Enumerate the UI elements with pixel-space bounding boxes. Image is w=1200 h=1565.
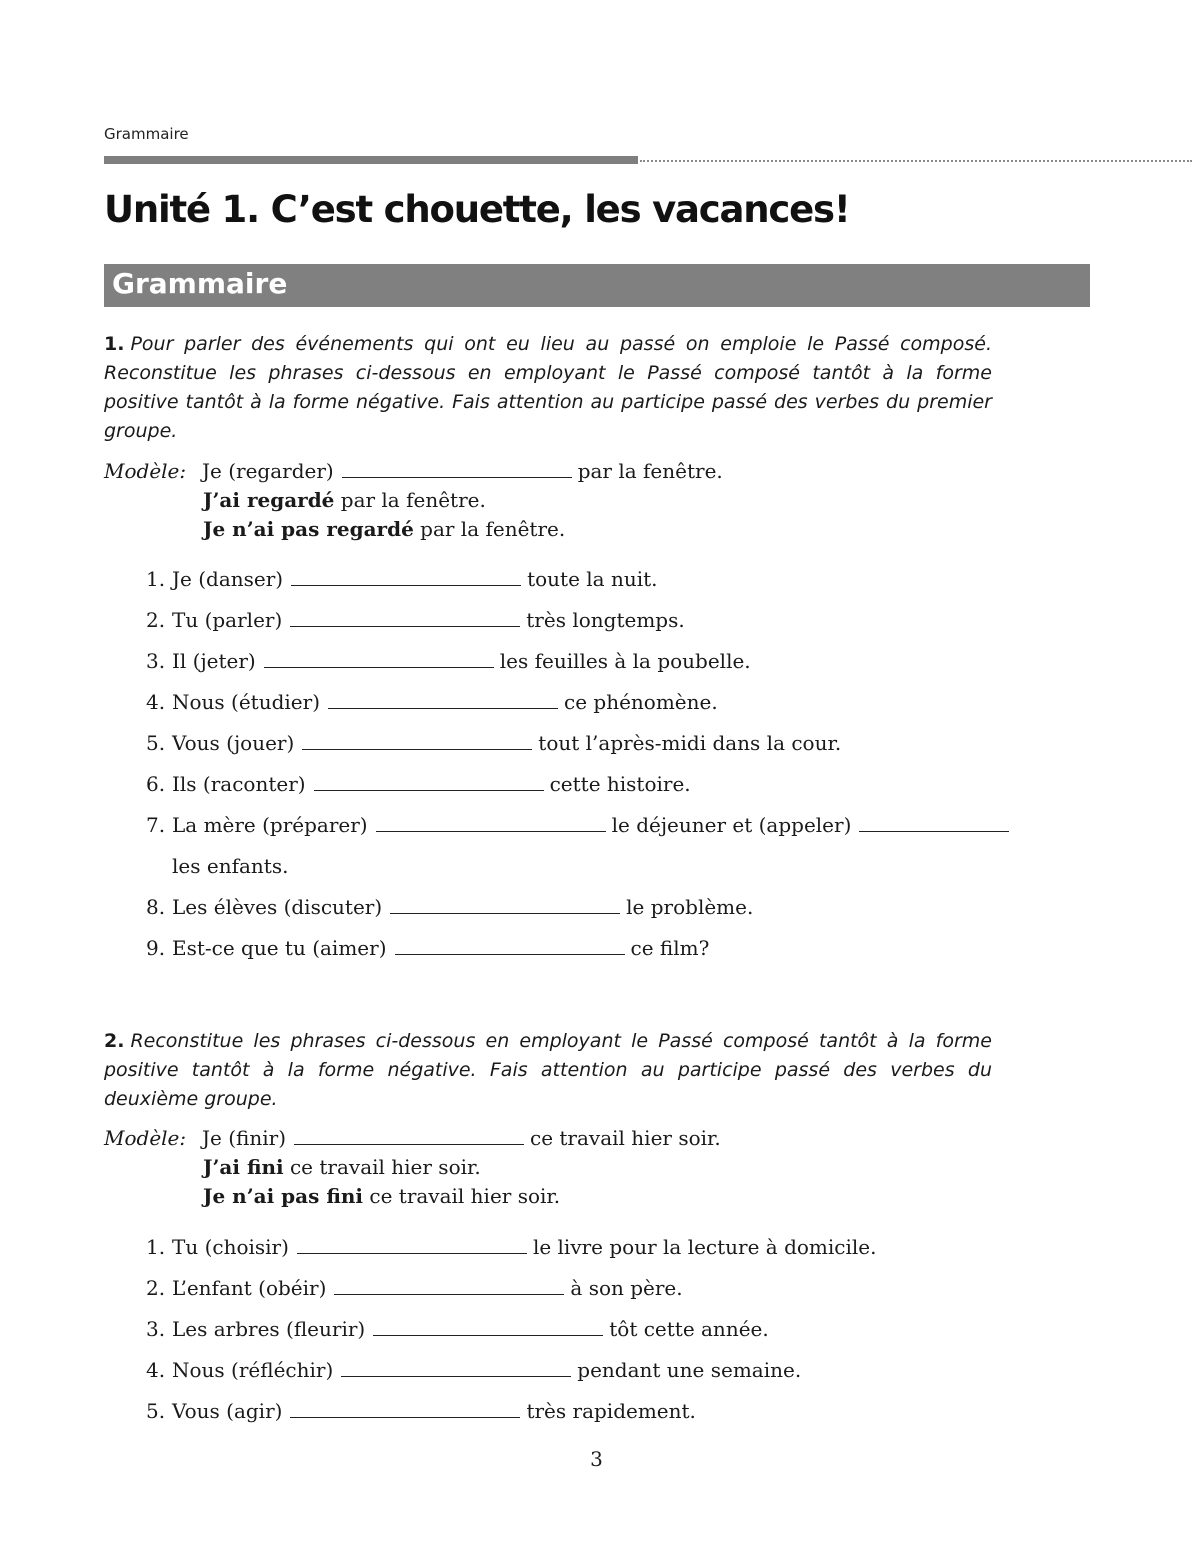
item-prompt-end: pendant une semaine.	[577, 1358, 802, 1382]
list-item	[146, 1358, 876, 1399]
answer-blank[interactable]	[297, 1252, 527, 1254]
model-label: Modèle:	[104, 459, 187, 483]
item-prompt-end: cette histoire.	[549, 772, 691, 796]
model-prompt-end: par la fenêtre.	[577, 459, 723, 483]
answer-blank[interactable]	[376, 830, 606, 832]
list-item	[146, 772, 1015, 813]
section-bar	[104, 264, 1090, 307]
exercise-2-model	[104, 1124, 721, 1211]
item-prompt: L’enfant (obéir)	[172, 1276, 327, 1300]
model-answer-negative-rest: par la fenêtre.	[420, 517, 566, 541]
item-prompt: La mère (préparer)	[172, 813, 368, 837]
item-prompt-end: très rapidement.	[526, 1399, 696, 1423]
answer-blank[interactable]	[291, 584, 521, 586]
item-prompt-end: toute la nuit.	[527, 567, 658, 591]
item-prompt: Je (danser)	[172, 567, 284, 591]
item-prompt-end: le livre pour la lecture à domicile.	[532, 1235, 877, 1259]
item-prompt: Il (jeter)	[172, 649, 256, 673]
answer-blank[interactable]	[302, 748, 532, 750]
exercise-1-instruction-text: Pour parler des événements qui ont eu lieu au passé on emploie le Passé composé. Reconstitue les phrases ci-dessous en employant le Passé composé tantôt à la forme positive tantôt à la forme négative. Fais attention au participe passé des verbes du premier groupe.	[104, 333, 992, 442]
item-prompt-end: tôt cette année.	[609, 1317, 769, 1341]
answer-blank	[294, 1143, 524, 1145]
header-dotted-rule	[640, 160, 1192, 162]
item-prompt-end: tout l’après-midi dans la cour.	[538, 731, 842, 755]
item-number: 1.	[146, 1235, 166, 1259]
item-prompt: Les arbres (fleurir)	[172, 1317, 366, 1341]
answer-blank[interactable]	[390, 912, 620, 914]
item-number: 3.	[146, 1317, 166, 1341]
item-number: 5.	[146, 731, 166, 755]
item-prompt-end: à son père.	[570, 1276, 683, 1300]
exercise-1-instruction	[104, 330, 992, 446]
list-item	[146, 608, 1015, 649]
answer-blank	[342, 476, 572, 478]
exercise-1-items	[146, 567, 1015, 977]
item-number: 8.	[146, 895, 166, 919]
item-prompt: Est-ce que tu (aimer)	[172, 936, 387, 960]
section-title: Grammaire	[112, 267, 288, 300]
header-rule	[104, 156, 638, 164]
list-item	[146, 1317, 876, 1358]
answer-blank[interactable]	[341, 1375, 571, 1377]
list-item	[146, 731, 1015, 772]
item-number: 2.	[146, 608, 166, 632]
list-item	[146, 567, 1015, 608]
item-number: 7.	[146, 813, 166, 837]
unit-title: Unité 1. C’est chouette, les vacances!	[104, 188, 850, 231]
answer-blank[interactable]	[395, 953, 625, 955]
item-number: 4.	[146, 690, 166, 714]
model-prompt: Je (finir)	[202, 1126, 286, 1150]
model-answer-positive-rest: par la fenêtre.	[340, 488, 486, 512]
item-prompt-end: ce film?	[630, 936, 710, 960]
list-item-continuation	[146, 854, 1015, 895]
item-prompt-end: les enfants.	[172, 854, 289, 878]
item-prompt: Ils (raconter)	[172, 772, 306, 796]
list-item	[146, 649, 1015, 690]
model-answer-positive: J’ai regardé	[203, 488, 335, 512]
item-number: 4.	[146, 1358, 166, 1382]
model-answer-negative: Je n’ai pas fini	[203, 1184, 364, 1208]
list-item	[146, 936, 1015, 977]
item-prompt-end: les feuilles à la poubelle.	[499, 649, 751, 673]
item-prompt-middle: le déjeuner et (appeler)	[611, 813, 852, 837]
answer-blank[interactable]	[859, 830, 1009, 832]
item-number: 9.	[146, 936, 166, 960]
exercise-1-number: 1.	[104, 333, 125, 355]
model-answer-negative: Je n’ai pas regardé	[203, 517, 414, 541]
item-prompt: Nous (étudier)	[172, 690, 320, 714]
item-prompt: Vous (jouer)	[172, 731, 295, 755]
exercise-2-number: 2.	[104, 1030, 125, 1052]
answer-blank[interactable]	[328, 707, 558, 709]
model-answer-positive: J’ai fini	[203, 1155, 284, 1179]
answer-blank[interactable]	[334, 1293, 564, 1295]
list-item	[146, 1399, 876, 1440]
item-number: 5.	[146, 1399, 166, 1423]
item-number: 3.	[146, 649, 166, 673]
answer-blank[interactable]	[373, 1334, 603, 1336]
exercise-2-instruction	[104, 1027, 992, 1114]
list-item	[146, 1276, 876, 1317]
list-item	[146, 813, 1015, 854]
page-number: 3	[590, 1447, 603, 1471]
item-number: 1.	[146, 567, 166, 591]
running-head: Grammaire	[104, 125, 189, 143]
item-prompt-end: ce phénomène.	[564, 690, 718, 714]
item-prompt: Tu (choisir)	[172, 1235, 289, 1259]
list-item	[146, 1235, 876, 1276]
answer-blank[interactable]	[290, 625, 520, 627]
item-prompt: Nous (réfléchir)	[172, 1358, 334, 1382]
model-answer-positive-rest: ce travail hier soir.	[289, 1155, 481, 1179]
item-prompt-end: très longtemps.	[526, 608, 685, 632]
exercise-2-instruction-text: Reconstitue les phrases ci-dessous en employant le Passé composé tantôt à la forme positive tantôt à la forme négative. Fais attention au participe passé des verbes du deuxième groupe.	[104, 1030, 992, 1110]
exercise-2-items	[146, 1235, 876, 1440]
list-item	[146, 690, 1015, 731]
item-number: 6.	[146, 772, 166, 796]
answer-blank[interactable]	[314, 789, 544, 791]
model-prompt: Je (regarder)	[202, 459, 334, 483]
model-prompt-end: ce travail hier soir.	[530, 1126, 721, 1150]
exercise-1-model	[104, 457, 723, 544]
list-item	[146, 895, 1015, 936]
answer-blank[interactable]	[264, 666, 494, 668]
answer-blank[interactable]	[290, 1416, 520, 1418]
item-number: 2.	[146, 1276, 166, 1300]
item-prompt: Vous (agir)	[172, 1399, 283, 1423]
item-prompt: Tu (parler)	[172, 608, 283, 632]
item-prompt: Les élèves (discuter)	[172, 895, 383, 919]
item-prompt-end: le problème.	[626, 895, 754, 919]
model-answer-negative-rest: ce travail hier soir.	[369, 1184, 561, 1208]
model-label: Modèle:	[104, 1126, 187, 1150]
